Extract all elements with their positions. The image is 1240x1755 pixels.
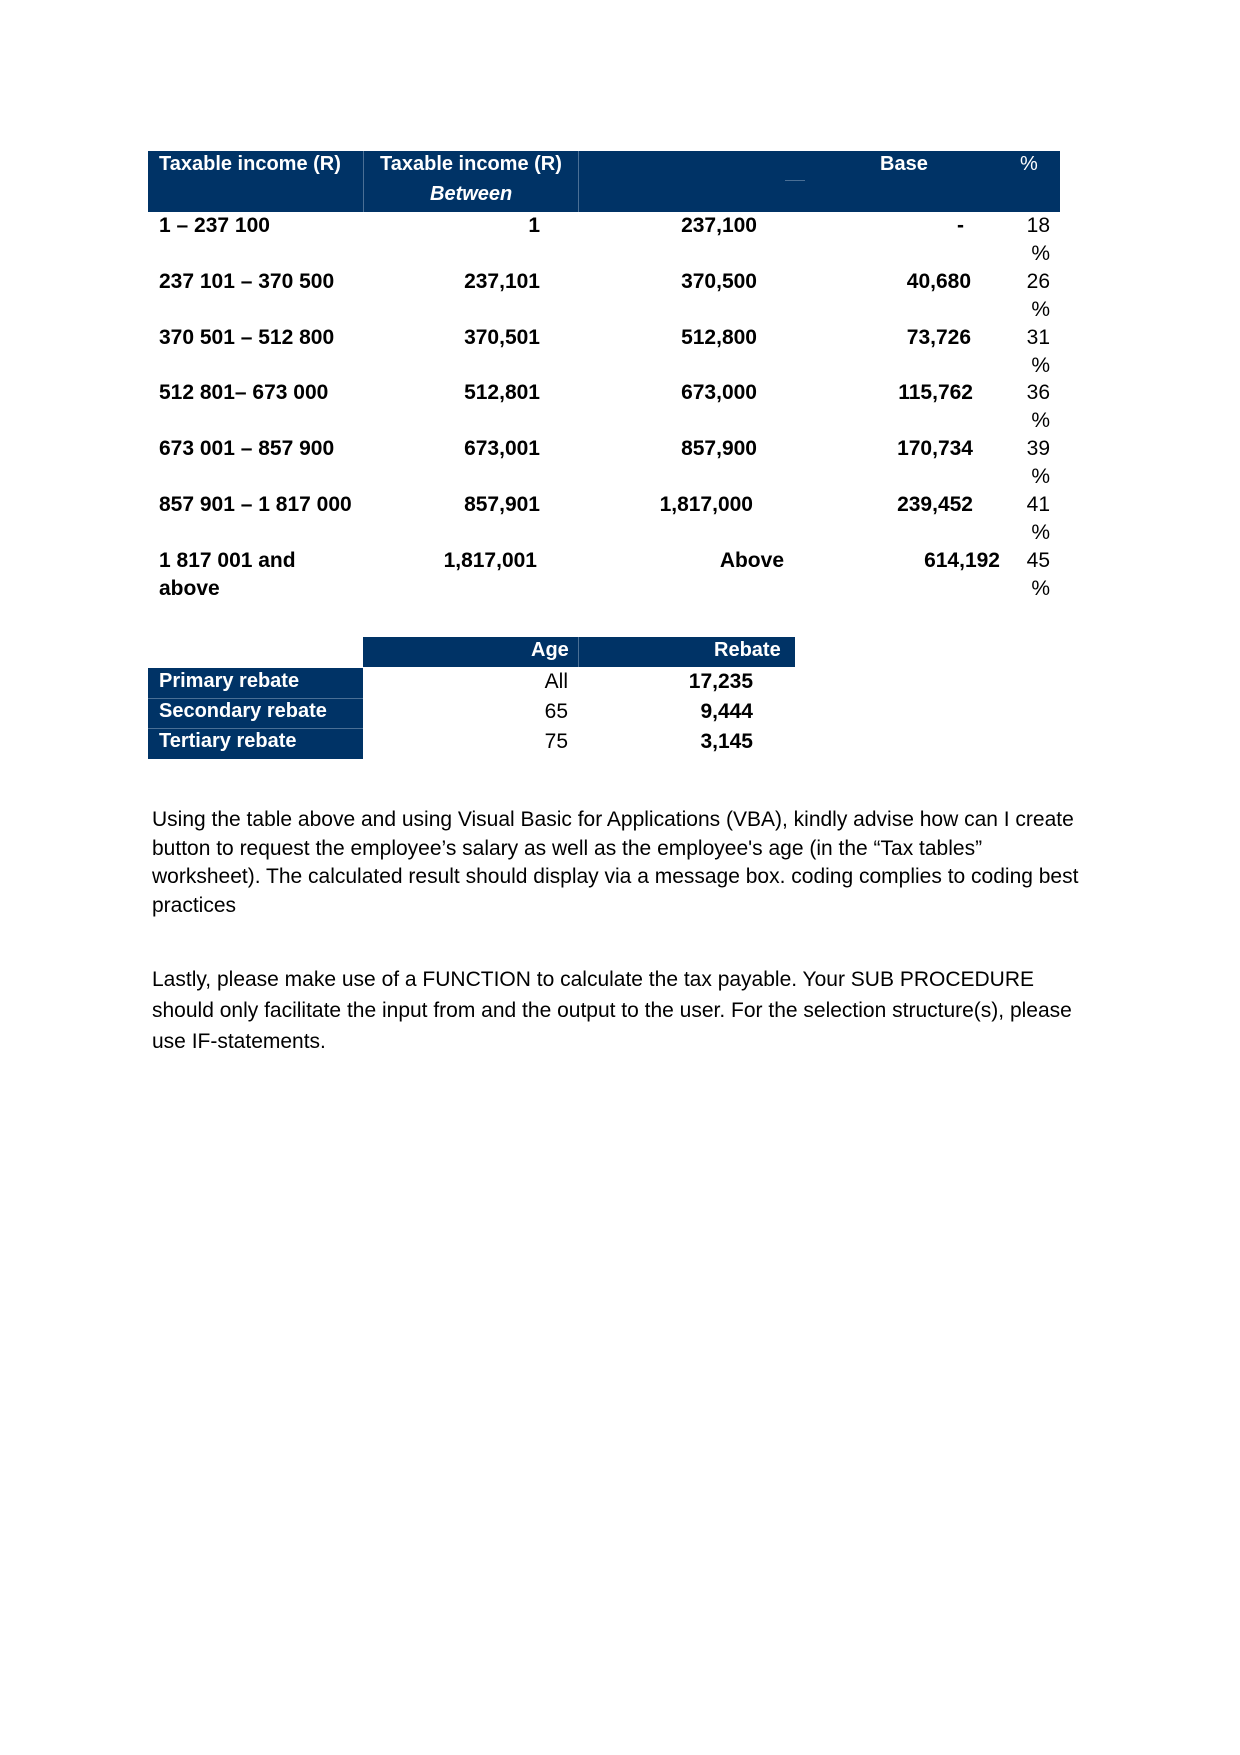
range-cell-continued: above — [159, 577, 220, 600]
to-cell: 857,900 — [681, 437, 757, 460]
age-cell: All — [544, 670, 568, 693]
from-cell: 1,817,001 — [443, 549, 537, 572]
range-cell: 237 101 – 370 500 — [159, 270, 335, 293]
pct-sign: % — [1031, 465, 1050, 488]
to-cell: 237,100 — [681, 214, 757, 237]
range-cell: 673 001 – 857 900 — [159, 437, 335, 460]
pct-cell: 45 — [1026, 549, 1050, 572]
rebate-cell: 3,145 — [700, 730, 753, 753]
base-cell: 614,192 — [924, 549, 1000, 572]
age-cell: 75 — [544, 730, 568, 753]
to-cell: 673,000 — [681, 381, 757, 404]
rebate-label: Tertiary rebate — [159, 730, 297, 752]
from-cell: 237,101 — [464, 270, 540, 293]
from-cell: 1 — [528, 214, 540, 237]
pct-cell: 31 — [1026, 326, 1050, 349]
range-cell: 857 901 – 1 817 000 — [159, 493, 352, 516]
header-base: Base — [880, 153, 928, 175]
pct-cell: 39 — [1026, 437, 1050, 460]
to-cell: 370,500 — [681, 270, 757, 293]
pct-sign: % — [1031, 409, 1050, 432]
base-cell: - — [957, 214, 964, 237]
base-cell: 40,680 — [906, 270, 971, 293]
from-cell: 857,901 — [464, 493, 540, 516]
range-cell: 512 801– 673 000 — [159, 381, 329, 404]
pct-sign: % — [1031, 298, 1050, 321]
age-cell: 65 — [544, 700, 568, 723]
from-cell: 370,501 — [464, 326, 540, 349]
pct-sign: % — [1031, 242, 1050, 265]
pct-cell: 41 — [1026, 493, 1050, 516]
header-age: Age — [531, 639, 569, 661]
base-cell: 73,726 — [906, 326, 971, 349]
question-text: Lastly, please make use of a FUNCTION to calculate the tax payable. Your SUB PROCEDURE should only facilitate the input from and the output to the user. For the selection structure(s), please use IF-statements. — [152, 968, 1072, 1053]
pct-cell: 26 — [1026, 270, 1050, 293]
pct-cell: 36 — [1026, 381, 1050, 404]
header-percent: % — [1020, 153, 1038, 175]
rebate-label: Secondary rebate — [159, 700, 327, 722]
rebate-label: Primary rebate — [159, 670, 300, 692]
header-taxable-income-between: Taxable income (R) — [380, 153, 562, 175]
pct-cell: 18 — [1026, 214, 1050, 237]
to-cell: Above — [719, 549, 784, 572]
from-cell: 512,801 — [464, 381, 540, 404]
pct-sign: % — [1031, 577, 1050, 600]
rebate-cell: 9,444 — [700, 700, 753, 723]
pct-sign: % — [1031, 521, 1050, 544]
from-cell: 673,001 — [464, 437, 540, 460]
header-between: Between — [430, 183, 513, 205]
question-paragraph-2 — [152, 964, 1092, 1057]
question-text: Using the table above and using Visual Basic for Applications (VBA), kindly advise how can I create button to request the employee’s salary as well as the employee's age (in the “Tax tables” worksheet). The calculated result should display via a message box. coding complies to coding best practices — [152, 808, 1079, 917]
header-rebate: Rebate — [714, 639, 781, 661]
base-cell: 115,762 — [898, 381, 973, 404]
range-cell: 370 501 – 512 800 — [159, 326, 335, 349]
range-cell: 1 – 237 100 — [159, 214, 270, 237]
pct-sign: % — [1031, 354, 1050, 377]
range-cell: 1 817 001 and — [159, 549, 296, 572]
base-cell: 170,734 — [897, 437, 973, 460]
to-cell: 512,800 — [681, 326, 757, 349]
rebate-cell: 17,235 — [688, 670, 753, 693]
base-cell: 239,452 — [897, 493, 973, 516]
to-cell: 1,817,000 — [659, 493, 753, 516]
question-paragraph-1 — [152, 806, 1092, 920]
header-taxable-income: Taxable income (R) — [159, 153, 341, 175]
